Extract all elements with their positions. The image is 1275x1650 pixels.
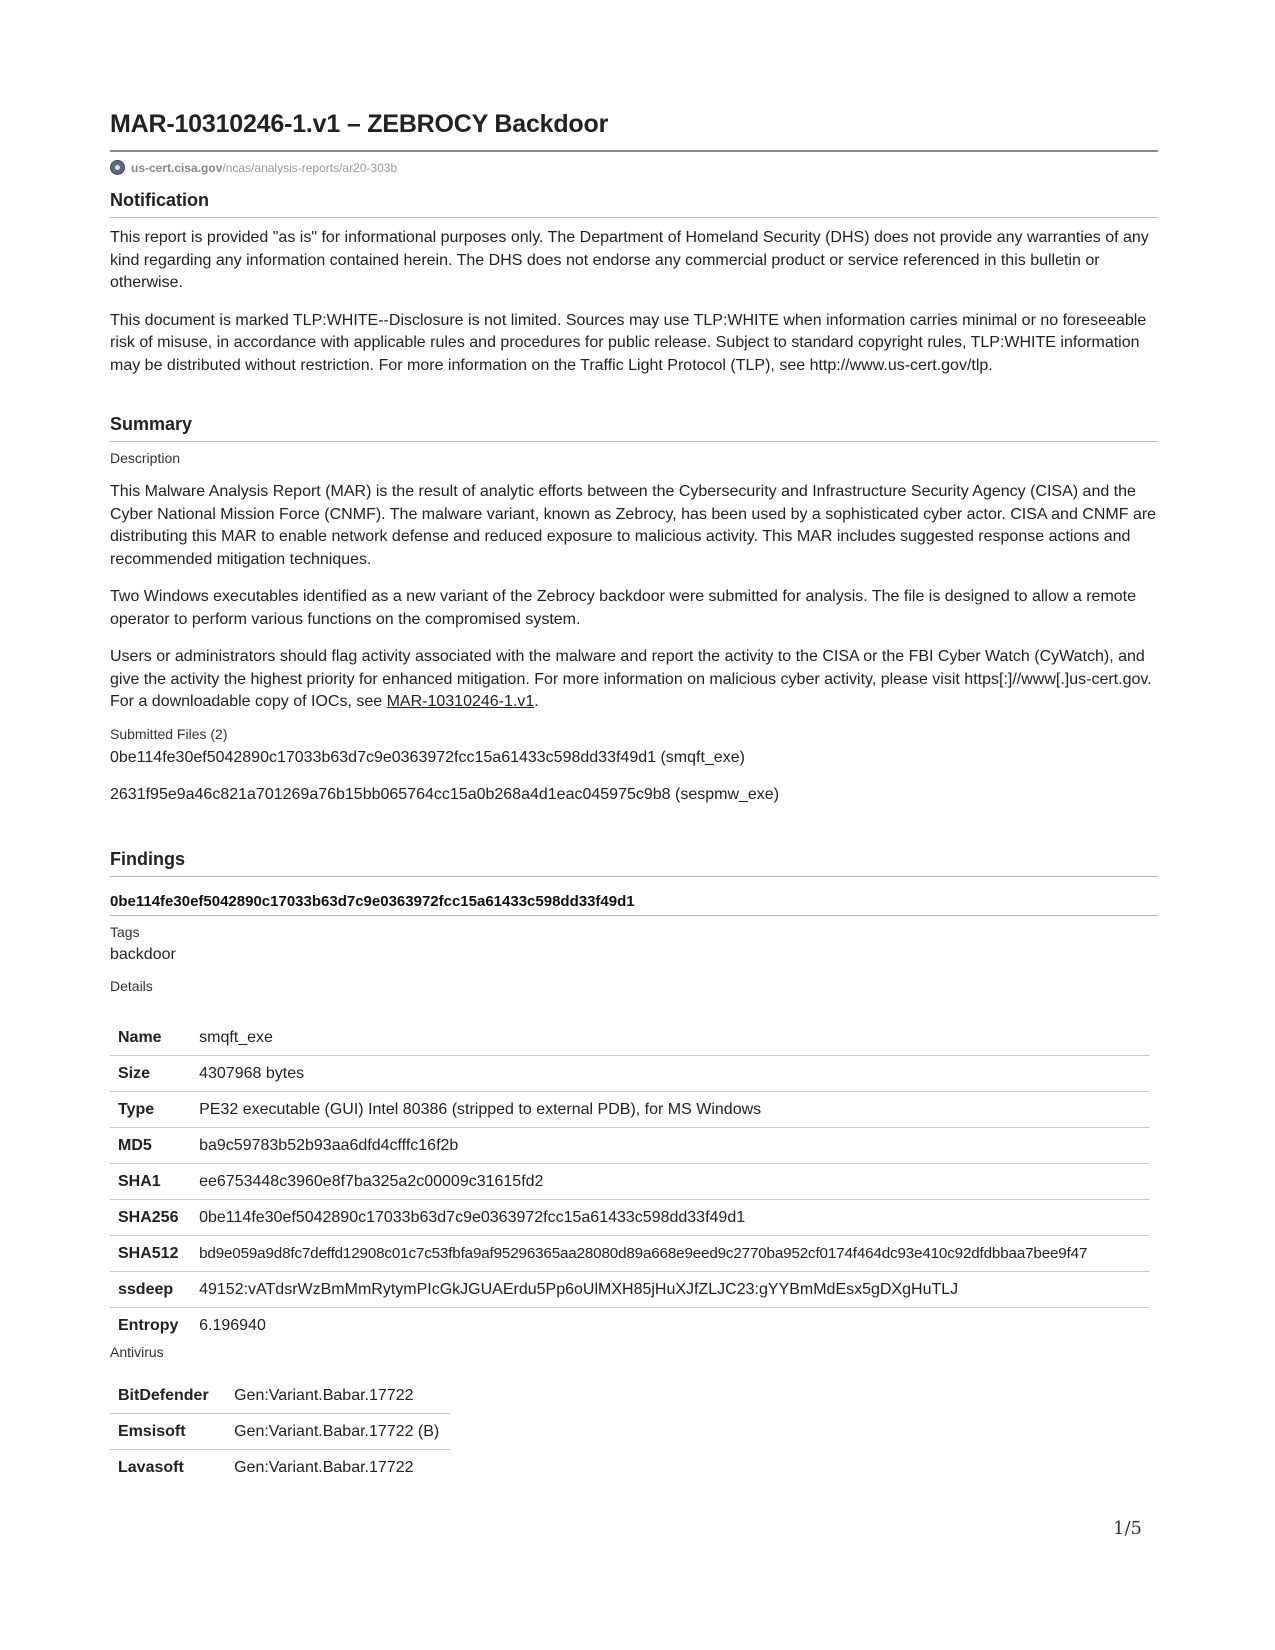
detail-value: bd9e059a9d8fc7deffd12908c01c7c53fbfa9af95296365aa28080d89a668e9eed9c2770ba952cf0174f464dc93e410c92dfdbbaa7bee9f47 bbox=[191, 1236, 1150, 1272]
notification-heading: Notification bbox=[110, 190, 209, 210]
table-row bbox=[110, 1020, 1150, 1056]
ioc-line bbox=[110, 691, 1160, 714]
notification-section bbox=[110, 190, 1160, 377]
page-number: 1/5 bbox=[1113, 1518, 1142, 1539]
detail-key: MD5 bbox=[110, 1128, 191, 1164]
detail-key: Entropy bbox=[110, 1308, 191, 1344]
detail-key: ssdeep bbox=[110, 1272, 191, 1308]
source-url[interactable] bbox=[110, 160, 397, 175]
detail-value: smqft_exe bbox=[199, 1028, 273, 1046]
summary-paragraph-3: Users or administrators should flag activity associated with the malware and report the activity to the CISA or the FBI Cyber Watch (CyWatch), and give the activity the highest priority for enhanced mitigation. For more information on malicious cyber activity, please visit https[:]//www[.]us-cert.gov. bbox=[110, 648, 1152, 688]
description-label: Description bbox=[110, 450, 181, 466]
antivirus-vendor: BitDefender bbox=[118, 1386, 209, 1404]
tag-backdoor: backdoor bbox=[110, 946, 176, 963]
summary-section bbox=[110, 414, 1160, 807]
ioc-suffix: . bbox=[534, 693, 539, 710]
section-divider bbox=[110, 441, 1158, 442]
detail-key: Size bbox=[110, 1056, 191, 1092]
notification-paragraph-1: This report is provided "as is" for informational purposes only. The Department of Homeland Security (DHS) does not provide any warranties of any kind regarding any information contained herein. The DHS does not endorse any commercial product or service referenced in this bulletin or otherwise. bbox=[110, 229, 1149, 291]
summary-heading: Summary bbox=[110, 414, 193, 434]
table-row bbox=[110, 1414, 450, 1450]
title-divider bbox=[110, 150, 1158, 152]
findings-section bbox=[110, 849, 1160, 994]
table-row bbox=[110, 1236, 1150, 1272]
antivirus-table bbox=[110, 1378, 450, 1485]
submitted-files-label: Submitted Files (2) bbox=[110, 725, 228, 742]
antivirus-result: Gen:Variant.Babar.17722 (B) bbox=[226, 1414, 450, 1450]
details-label: Details bbox=[110, 977, 153, 994]
table-row bbox=[110, 1092, 1150, 1128]
table-row bbox=[110, 1272, 1150, 1308]
tags-label: Tags bbox=[110, 924, 140, 940]
details-table bbox=[110, 1020, 1150, 1343]
page-title: MAR-10310246-1.v1 – ZEBROCY Backdoor bbox=[110, 110, 609, 138]
table-row bbox=[110, 1450, 450, 1486]
table-row bbox=[110, 1200, 1150, 1236]
antivirus-label: Antivirus bbox=[110, 1344, 164, 1360]
ioc-download-link[interactable]: MAR-10310246-1.v1 bbox=[386, 693, 535, 710]
detail-key: Type bbox=[110, 1092, 191, 1128]
detail-value: PE32 executable (GUI) Intel 80386 (stripped to external PDB), for MS Windows bbox=[191, 1092, 1150, 1128]
summary-paragraph-2: Two Windows executables identified as a new variant of the Zebrocy backdoor were submitted for analysis. The file is designed to allow a remote operator to perform various functions on the compromised system. bbox=[110, 588, 1137, 628]
site-favicon-icon bbox=[110, 160, 125, 175]
detail-value: ee6753448c3960e8f7ba325a2c00009c31615fd2 bbox=[191, 1164, 1150, 1200]
finding-hash-heading: 0be114fe30ef5042890c17033b63d7c9e0363972fcc15a61433c598dd33f49d1 bbox=[110, 893, 635, 910]
antivirus-vendor: Lavasoft bbox=[110, 1450, 226, 1486]
antivirus-result: Gen:Variant.Babar.17722 bbox=[226, 1450, 450, 1486]
section-divider bbox=[110, 217, 1158, 218]
ioc-prefix: For a downloadable copy of IOCs, see bbox=[110, 693, 387, 710]
hash-divider bbox=[110, 915, 1158, 916]
table-row bbox=[110, 1056, 1150, 1092]
table-row bbox=[110, 1308, 1150, 1344]
antivirus-vendor: Emsisoft bbox=[110, 1414, 226, 1450]
section-divider bbox=[110, 876, 1158, 877]
table-row bbox=[110, 1164, 1150, 1200]
table-row bbox=[110, 1128, 1150, 1164]
detail-value: 6.196940 bbox=[191, 1308, 1150, 1344]
detail-key: SHA1 bbox=[110, 1164, 191, 1200]
detail-key: SHA256 bbox=[110, 1200, 191, 1236]
submitted-file-1: 0be114fe30ef5042890c17033b63d7c9e0363972fcc15a61433c598dd33f49d1 (smqft_exe) bbox=[110, 748, 745, 766]
findings-heading: Findings bbox=[110, 849, 185, 869]
detail-value: ba9c59783b52b93aa6dfd4cfffc16f2b bbox=[191, 1128, 1150, 1164]
submitted-file-2: 2631f95e9a46c821a701269a76b15bb065764cc15a0b268a4d1eac045975c9b8 (sespmw_exe) bbox=[110, 786, 780, 803]
source-path: /ncas/analysis-reports/ar20-303b bbox=[222, 160, 398, 175]
notification-paragraph-2: This document is marked TLP:WHITE--Disclosure is not limited. Sources may use TLP:WHITE when information carries minimal or no foreseeable risk of misuse, in accordance with applicable rules and procedures for public release. Subject to standard copyright rules, TLP:WHITE information may be distributed without restriction. For more information on the Traffic Light Protocol (TLP), see http://www.us-cert.gov/tlp. bbox=[110, 311, 1147, 374]
detail-value: 0be114fe30ef5042890c17033b63d7c9e0363972fcc15a61433c598dd33f49d1 bbox=[191, 1200, 1150, 1236]
source-domain: us-cert.cisa.gov bbox=[131, 160, 223, 175]
table-row bbox=[110, 1378, 450, 1414]
summary-paragraph-1: This Malware Analysis Report (MAR) is the result of analytic efforts between the Cybersecurity and Infrastructure Security Agency (CISA) and the Cyber National Mission Force (CNMF). The malware variant, known as Zebrocy, has been used by a sophisticated cyber actor. CISA and CNMF are distributing this MAR to enable network defense and reduced exposure to malicious activity. This MAR includes suggested response actions and recommended mitigation techniques. bbox=[110, 483, 1157, 568]
detail-value: 4307968 bytes bbox=[191, 1056, 1150, 1092]
detail-key: SHA512 bbox=[110, 1236, 191, 1272]
detail-value: 49152:vATdsrWzBmMmRytymPIcGkJGUAErdu5Pp6oUlMXH85jHuXJfZLJC23:gYYBmMdEsx5gDXgHuTLJ bbox=[191, 1272, 1150, 1308]
detail-key: Name bbox=[118, 1028, 162, 1046]
antivirus-result: Gen:Variant.Babar.17722 bbox=[234, 1386, 414, 1404]
